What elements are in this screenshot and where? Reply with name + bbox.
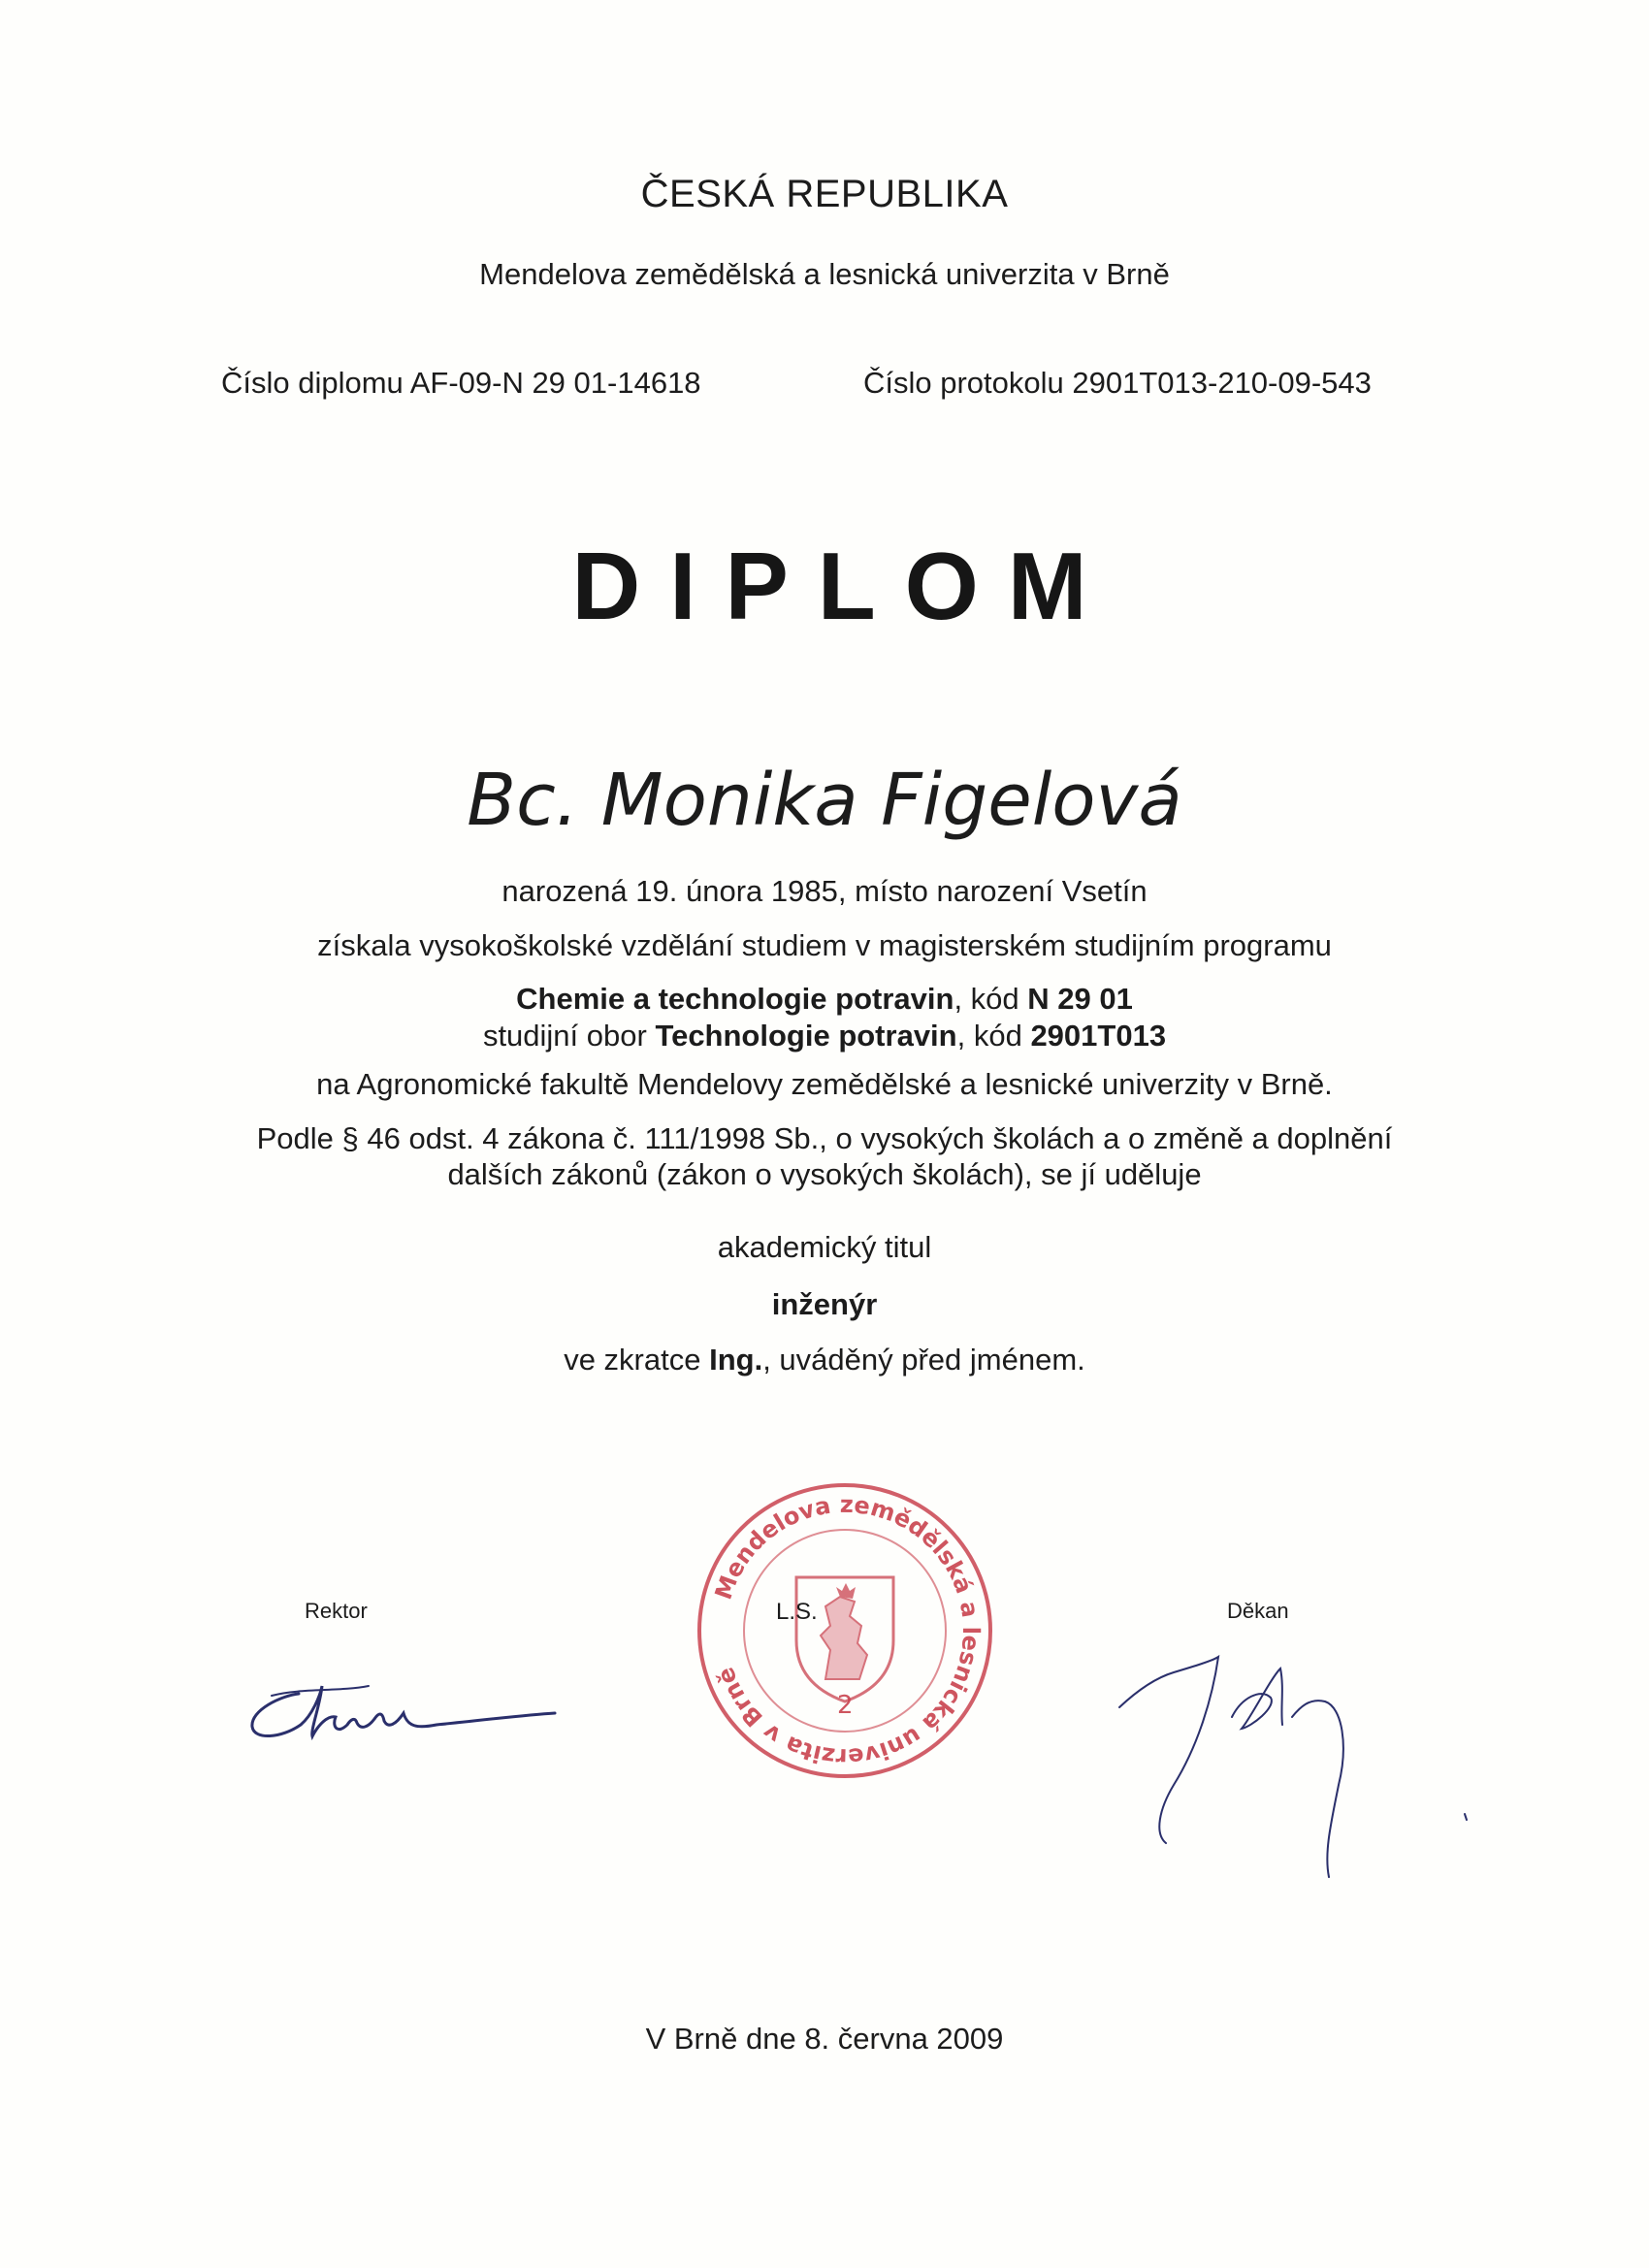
title-abbreviation: Ing.: [709, 1343, 763, 1377]
law-line-2: dalších zákonů (zákon o vysokých školách), se jí uděluje: [447, 1157, 1202, 1191]
dean-label: Děkan: [1227, 1599, 1289, 1623]
academic-title-label: akademický titul: [717, 1230, 932, 1264]
university-seal: [695, 1480, 995, 1781]
study-program-line: [0, 982, 1649, 1017]
title-abbreviation-line: [0, 1343, 1649, 1377]
university-name: Mendelova zemědělská a lesnická univerzita v Brně: [479, 257, 1170, 291]
field-name: Technologie potravin: [655, 1019, 957, 1053]
abbr-note: , uváděný před jménem.: [762, 1343, 1085, 1377]
diploma-title: DIPLOM: [571, 533, 1116, 639]
academic-title: inženýr: [771, 1287, 878, 1321]
abbr-label: ve zkratce: [564, 1343, 710, 1377]
degree-line: získala vysokoškolské vzdělání studiem v magisterském studijním programu: [317, 928, 1332, 962]
seal-text: Mendelova zemědělská a lesnická univerzita v Brně: [709, 1490, 986, 1771]
faculty-line: na Agronomické fakultě Mendelovy zemědělské a lesnické univerzity v Brně.: [316, 1067, 1333, 1101]
issue-date: V Brně dne 8. června 2009: [645, 2022, 1004, 2056]
diploma-number: Číslo diplomu AF-09-N 29 01-14618: [221, 366, 701, 400]
program-code: N 29 01: [1027, 982, 1133, 1016]
graduate-name: Bc. Monika Figelová: [467, 759, 1182, 842]
protocol-number: Číslo protokolu 2901T013-210-09-543: [863, 366, 1372, 400]
birth-info: narozená 19. února 1985, místo narození Vsetín: [501, 874, 1148, 908]
seal-number: 2: [837, 1691, 854, 1720]
country-heading: ČESKÁ REPUBLIKA: [640, 173, 1009, 215]
program-name: Chemie a technologie potravin: [516, 982, 954, 1016]
field-label: studijní obor: [482, 1019, 656, 1053]
law-line-1: Podle § 46 odst. 4 zákona č. 111/1998 Sb., o vysokých školách a o změně a doplnění: [256, 1121, 1393, 1155]
rector-label: Rektor: [305, 1599, 368, 1623]
study-field-line: [0, 1019, 1649, 1053]
program-code-label: , kód: [954, 982, 1028, 1016]
dean-signature: [1106, 1639, 1494, 1892]
field-code-label: , kód: [956, 1019, 1031, 1053]
coat-of-arms-icon: [796, 1577, 893, 1701]
seal-place-marker: L.S.: [776, 1599, 818, 1625]
rector-signature: [242, 1657, 572, 1754]
field-code: 2901T013: [1030, 1019, 1167, 1053]
